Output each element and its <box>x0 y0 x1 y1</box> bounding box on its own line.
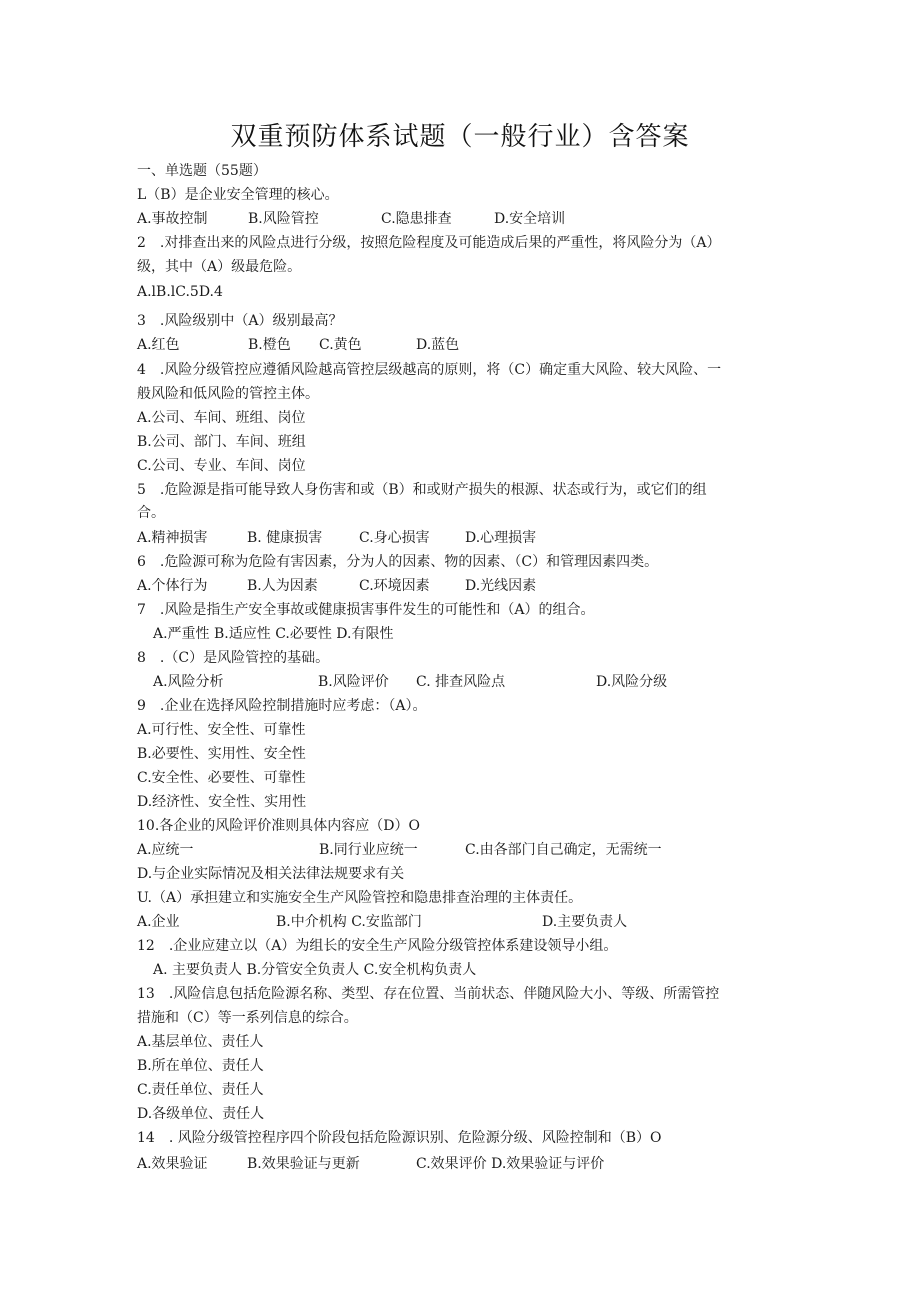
question-11-stem: U.（A）承担建立和实施安全生产风险管控和隐患排查治理的主体责任。 <box>137 890 583 906</box>
question-12-stem: 12 .企业应建立以（A）为组长的安全生产风险分级管控体系建设领导小组。 <box>137 938 618 954</box>
question-6-option-d: D.光线因素 <box>465 578 537 594</box>
question-2-stem-line-1: 2 .对排查出来的风险点进行分级，按照危险程度及可能造成后果的严重性，将风险分为（A） <box>137 235 721 251</box>
question-2-options: A.lB.lC.5D.4 <box>137 284 223 300</box>
question-13-option-c: C.责任单位、责任人 <box>137 1082 264 1098</box>
question-9-option-d: D.经济性、安全性、实用性 <box>137 794 307 810</box>
question-14-option-b: B.效果验证与更新 <box>247 1156 360 1172</box>
question-3-options <box>137 336 797 354</box>
question-4-option-a: A.公司、车间、班组、岗位 <box>137 410 306 426</box>
question-11-option-d: D.主要负责人 <box>542 914 628 930</box>
question-3-option-d: D.蓝色 <box>416 337 460 353</box>
question-13-option-d: D.各级单位、责任人 <box>137 1106 265 1122</box>
question-1-option-a: A.事故控制 <box>137 211 208 227</box>
question-3-option-b: B.橙色 <box>248 337 291 353</box>
question-8-stem: 8 .（C）是风险管控的基础。 <box>137 650 330 666</box>
question-3-option-c: C.黄色 <box>319 337 362 353</box>
question-5-option-c: C.身心损害 <box>359 530 430 546</box>
question-6-stem: 6 .危险源可称为危险有害因素，分为人的因素、物的因素、（C）和管理因素四类。 <box>137 554 659 570</box>
question-9-option-a: A.可行性、安全性、可靠性 <box>137 722 306 738</box>
question-5-option-b: B. 健康损害 <box>247 530 323 546</box>
question-5-options <box>137 529 797 547</box>
question-13-option-b: B.所在单位、责任人 <box>137 1058 264 1074</box>
question-8-option-a: A.风险分析 <box>153 674 224 690</box>
question-4-option-c: C.公司、专业、车间、岗位 <box>137 458 306 474</box>
question-4-stem-line-2: 般风险和低风险的管控主体。 <box>137 386 319 402</box>
question-5-stem-line-1: 5 .危险源是指可能导致人身伤害和或（B）和或财产损失的根源、状态或行为，或它们的组 <box>137 482 707 498</box>
question-4-option-b: B.公司、部门、车间、班组 <box>137 434 306 450</box>
question-5-stem-line-2: 合。 <box>137 505 165 521</box>
question-10-stem: 10.各企业的风险评价准则具体内容应（D）O <box>137 818 420 834</box>
question-13-option-a: A.基层单位、责任人 <box>137 1034 264 1050</box>
question-14-stem: 14 . 风险分级管控程序四个阶段包括危险源识别、危险源分级、风险控制和（B）O <box>137 1130 662 1146</box>
question-1-options <box>137 210 797 228</box>
question-6-options <box>137 577 797 595</box>
question-10-option-b: B.同行业应统一 <box>319 842 418 858</box>
question-14-option-c-d: C.效果评价 D.效果验证与评价 <box>416 1156 605 1172</box>
question-4-stem-line-1: 4 .风险分级管控应遵循风险越高管控层级越高的原则，将（C）确定重大风险、较大风险、一 <box>137 362 722 378</box>
question-3-option-a: A.红色 <box>137 337 180 353</box>
question-8-option-b: B.风险评价 <box>318 674 389 690</box>
question-8-option-d: D.风险分级 <box>596 674 668 690</box>
question-1-option-c: C.隐患排查 <box>381 211 452 227</box>
question-13-stem-line-1: 13 .风险信息包括危险源名称、类型、存在位置、当前状态、伴随风险大小、等级、所需管控 <box>137 986 720 1002</box>
question-11-option-a: A.企业 <box>137 914 180 930</box>
question-14-options <box>137 1155 797 1173</box>
question-9-option-b: B.必要性、实用性、安全性 <box>137 746 306 762</box>
question-10-option-d: D.与企业实际情况及相关法律法规要求有关 <box>137 866 405 882</box>
question-11-options <box>137 913 797 931</box>
question-10-option-a: A.应统一 <box>137 842 194 858</box>
question-8-option-c: C. 排查风险点 <box>416 674 506 690</box>
document-title: 双重预防体系试题（一般行业）含答案 <box>230 122 690 152</box>
question-5-option-a: A.精神损害 <box>137 530 208 546</box>
question-1-stem: L（B）是企业安全管理的核心。 <box>137 187 339 203</box>
question-7-stem: 7 .风险是指生产安全事故或健康损害事件发生的可能性和（A）的组合。 <box>137 602 595 618</box>
question-6-option-a: A.个体行为 <box>137 578 208 594</box>
question-5-option-d: D.心理损害 <box>465 530 537 546</box>
question-9-option-c: C.安全性、必要性、可靠性 <box>137 770 306 786</box>
question-6-option-b: B.人为因素 <box>247 578 318 594</box>
question-12-options: A. 主要负责人 B.分管安全负责人 C.安全机构负责人 <box>153 962 477 978</box>
question-2-stem-line-2: 级，其中（A）级最危险。 <box>137 259 302 275</box>
question-11-option-b-c: B.中介机构 C.安监部门 <box>276 914 422 930</box>
question-13-stem-line-2: 措施和（C）等一系列信息的综合。 <box>137 1010 358 1026</box>
question-1-option-d: D.安全培训 <box>494 211 566 227</box>
question-1-option-b: B.风险管控 <box>248 211 319 227</box>
section-heading: 一、单选题（55题） <box>137 163 267 179</box>
question-8-options <box>137 673 797 691</box>
question-3-stem: 3 .风险级别中（A）级别最高？ <box>137 313 343 329</box>
question-14-option-a: A.效果验证 <box>137 1156 208 1172</box>
question-10-option-c: C.由各部门自己确定，无需统一 <box>465 842 662 858</box>
question-7-options: A.严重性 B.适应性 C.必要性 D.有限性 <box>153 626 394 642</box>
question-6-option-c: C.环境因素 <box>359 578 430 594</box>
question-10-options <box>137 841 797 859</box>
question-9-stem: 9 .企业在选择风险控制措施时应考虑：（A）。 <box>137 698 427 714</box>
